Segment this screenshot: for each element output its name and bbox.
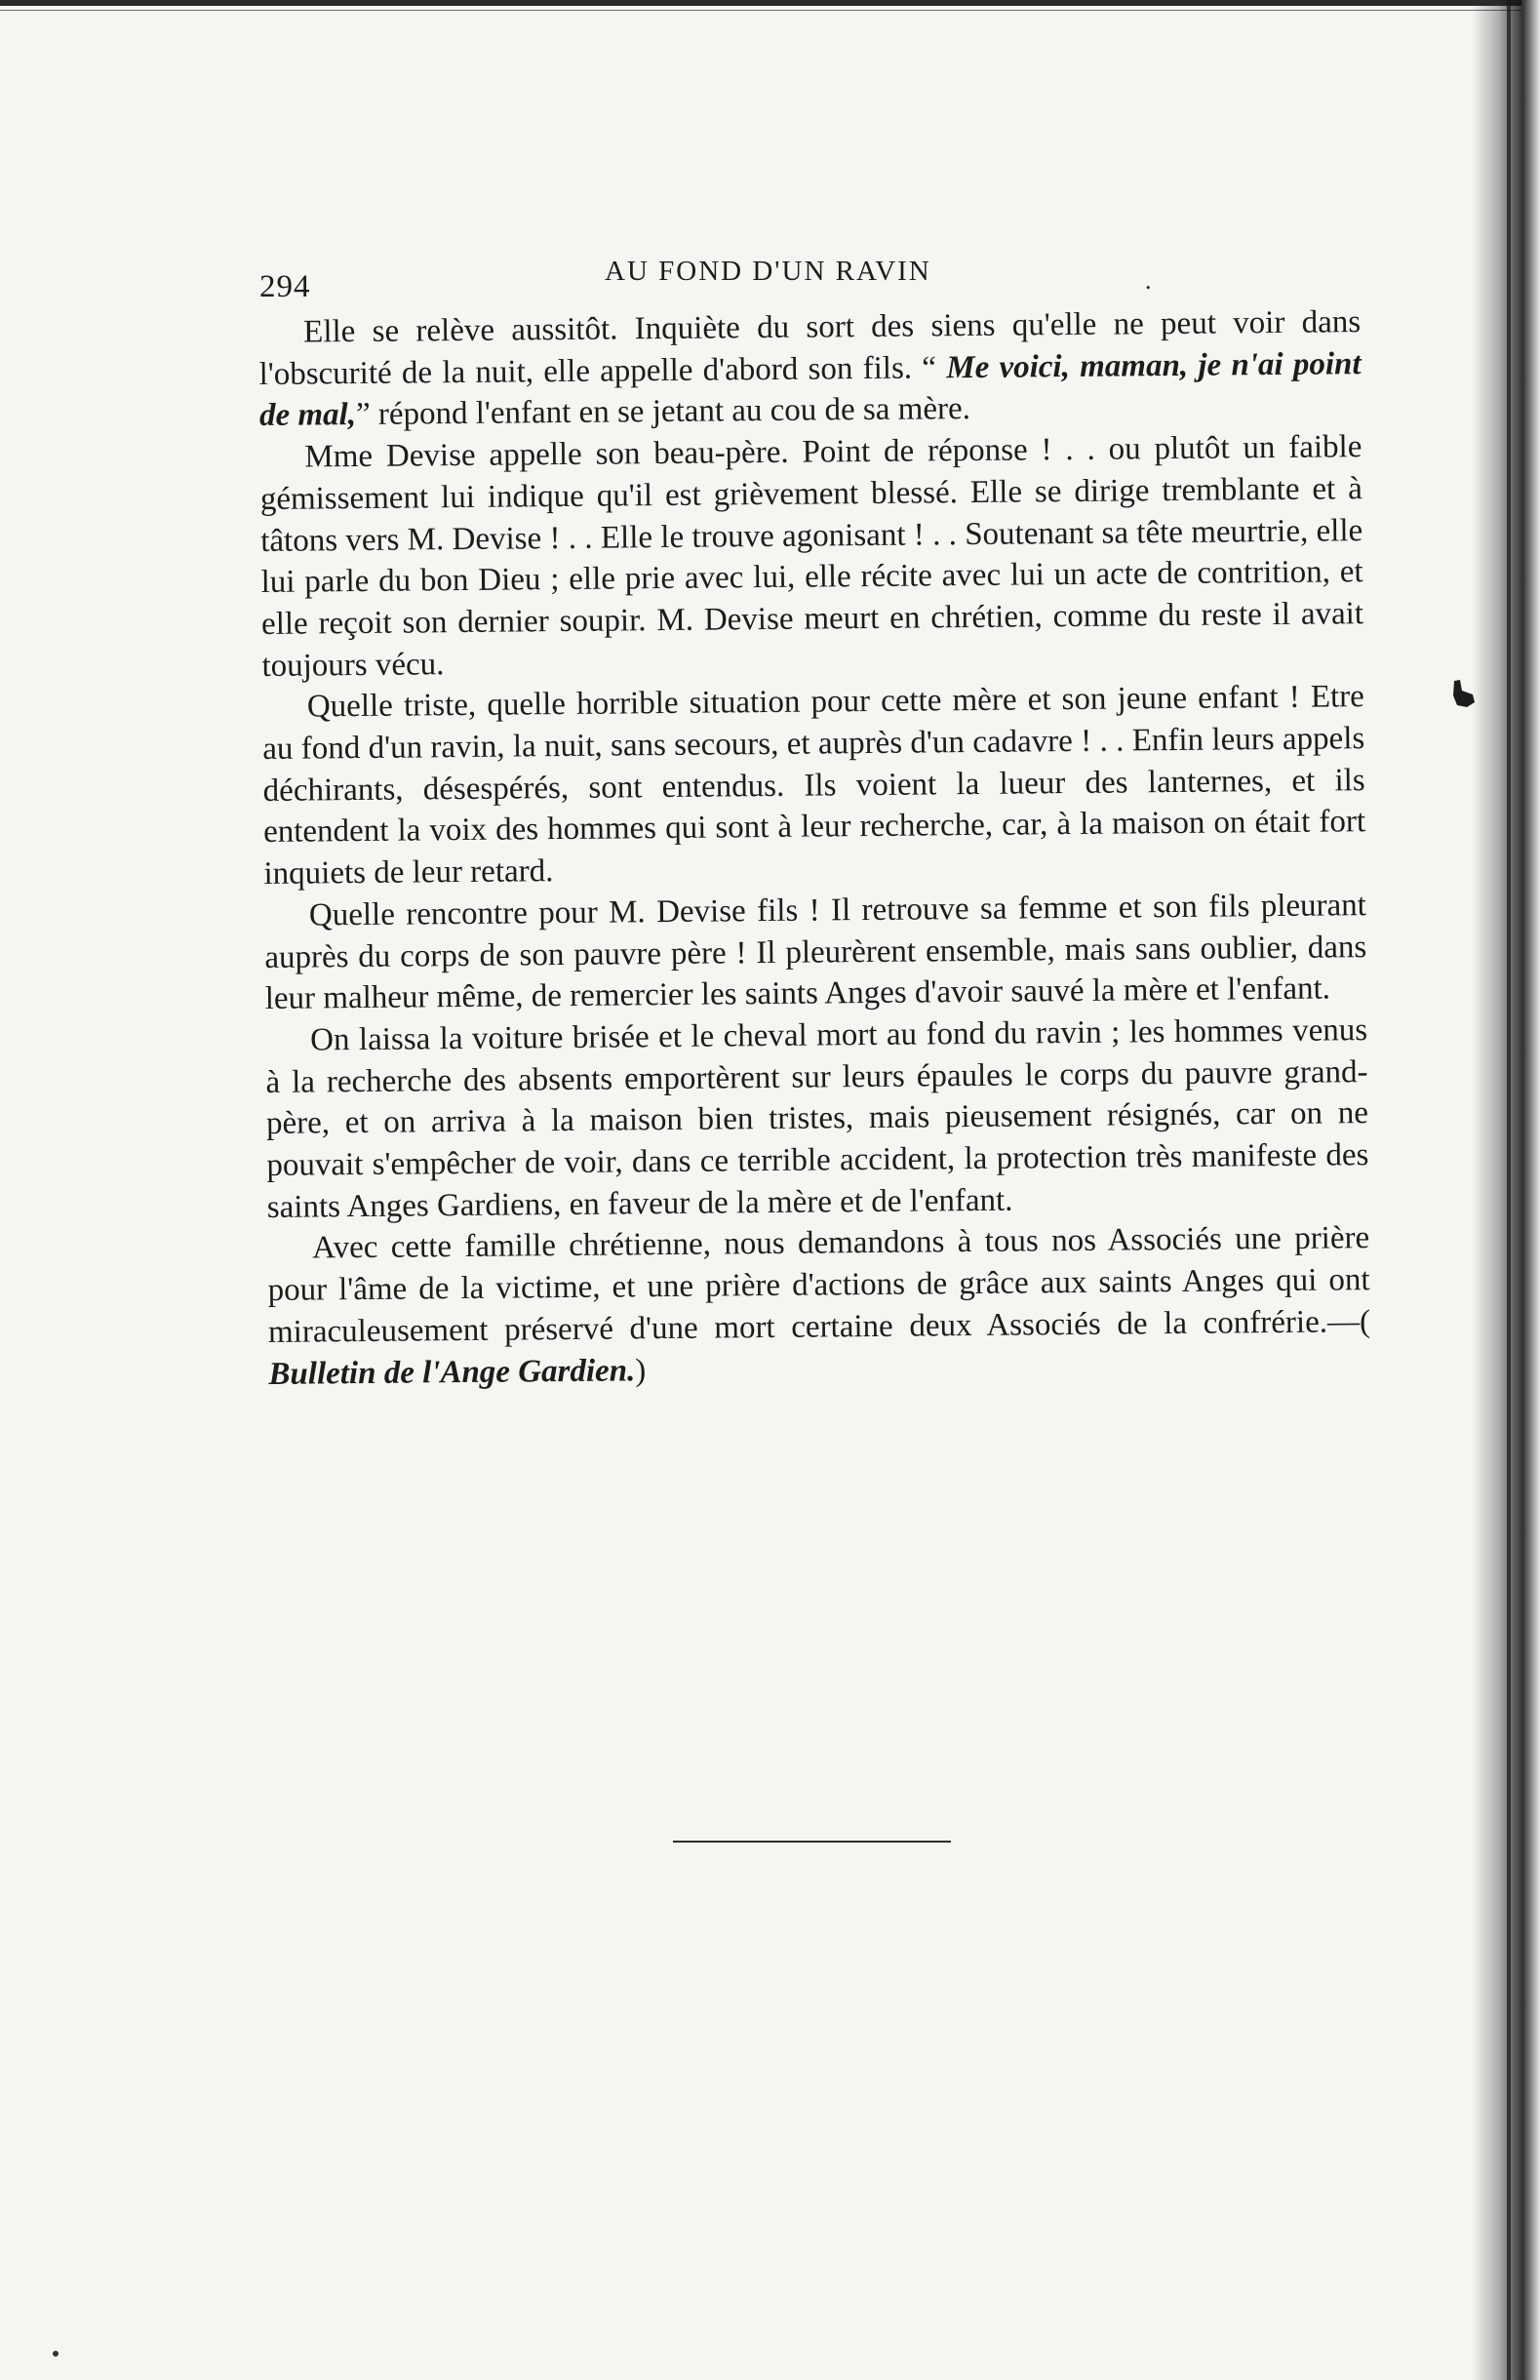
header-mark: .: [1145, 266, 1152, 295]
paragraph: Mme Devise appelle son beau-père. Point de réponse ! . . ou plutôt un faible gémissement lui indique qu'il est grièvement blessé. Elle se dirige tremblante et à tâtons vers M. Devise ! . . Elle le trouve agonisant ! . . Soutenant sa tête meurtrie, elle lui parle du bon Dieu ; elle prie avec lui, elle récite avec lui un acte de contrition, et elle reçoit son dernier soupir. M. Devise meurt en chrétien, comme du reste il avait toujours vécu.: [259, 429, 1364, 684]
body-text: [258, 301, 1371, 1395]
paragraph-text: ” répond l'enfant en se jetant au cou de sa mère.: [355, 391, 971, 433]
paragraph: Quelle triste, quelle horrible situation pour cette mère et son jeune enfant ! Etre au fond d'un ravin, la nuit, sans secours, et auprès d'un cadavre ! . . Enfin leurs appels déchirants, désespérés, sont entendus. Ils voient la lueur des lanternes, et ils entendent la voix des hommes qui sont à leur recherche, car, à la maison on était fort inquiets de leur retard.: [262, 679, 1366, 892]
top-border-hairline: [0, 10, 1521, 11]
paragraph-text: Avec cette famille chrétienne, nous demandons à tous nos Associés une prière pour l'âme de la victime, et une prière d'actions de grâce aux saints Anges qui ont miraculeusement préservé d'une mort certaine deux Associés de la confrérie.—(: [267, 1220, 1371, 1350]
top-border-rule: [0, 0, 1521, 6]
section-end-rule: [673, 1841, 951, 1843]
paragraph: Quelle rencontre pour M. Devise fils ! Il retrouve sa femme et son fils pleurant auprès du corps de son pauvre père ! Il pleurèrent ensemble, mais sans oublier, dans leur malheur même, de remercier les saints Anges d'avoir sauvé la mère et l'enfant.: [264, 887, 1367, 1017]
paragraph-text: Elle se relève aussitôt. Inquiète du sort des siens qu'elle ne peut voir dans l'obscurité de la nuit, elle appelle d'abord son fils. “: [258, 304, 1362, 392]
paragraph: [258, 301, 1362, 437]
page-edge-shadow: [1472, 0, 1540, 2380]
paragraph: On laissa la voiture brisée et le cheval mort au fond du ravin ; les hommes venus à la recherche des absents emportèrent sur leurs épaules le corps du pauvre grand-père, et on arriva à la maison bien tristes, mais pieusement résignés, car on ne pouvait s'empêcher de voir, dans ce terrible accident, la protection très manifeste des saints Anges Gardiens, en faveur de la mère et de l'enfant.: [265, 1012, 1369, 1225]
running-head: AU FOND D'UN RAVIN: [605, 256, 931, 287]
paragraph-text: ): [635, 1352, 647, 1388]
italic-quote: Me voici, maman, je n'ai point de mal,: [258, 345, 1362, 434]
page-edge-line: [1507, 0, 1511, 2380]
paragraph: [267, 1218, 1371, 1396]
margin-ink-mark: [1451, 679, 1477, 708]
page-number: 294: [259, 269, 311, 304]
source-citation: Bulletin de l'Ange Gardien.: [268, 1352, 636, 1392]
corner-speck: [53, 2351, 59, 2357]
